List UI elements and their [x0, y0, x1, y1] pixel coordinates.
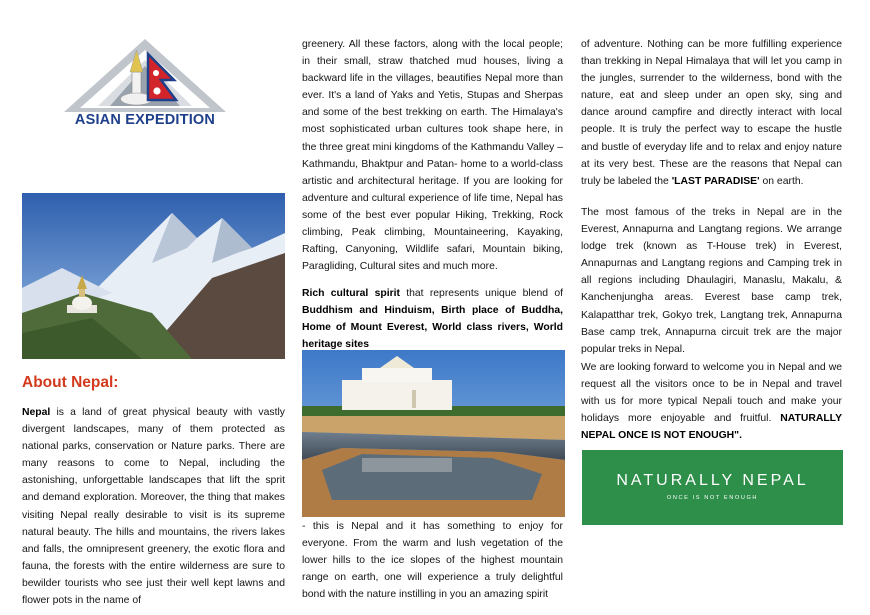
himalaya-stupa-photo — [22, 193, 285, 359]
column3-para1-end: on earth. — [759, 175, 804, 187]
column3-paragraph2 — [581, 204, 842, 358]
about-intro-body: is a land of great physical beauty with vastly divergent landscapes, many of them protected as national parks, conservation or Nature parks. There are many reasons to come to Nepal, including the astonishing, unforgettable landscapes that lift the sprit and demand exploration. Moreover, the thing that makes visiting Nepal really desirable to visit is its supreme natural beauty. The hills and mountains, the rivers lakes and falls, the omnipresent greenery, the exotic flora and fauna, the forests with the entire wilderness are sure to bewilder tourists who see just their well kept lawns and flower pots in the name of — [22, 407, 285, 607]
company-logo — [58, 36, 232, 136]
column3-para1-text: of adventure. Nothing can be more fulfilling experience than trekking in Nepal Himalaya that will let you camp in the jungles, surrender to the wilderness, bond with the nature, eat and sleep under an open sky, sing and dance around campfire and directly interact with local people. It is truly the perfect way to escape the hustle and bustle of everyday life and to relax and enjoy nature at its very best. These are the reasons that Nepal can truly be labeled the — [581, 39, 842, 187]
column3-paragraph1 — [581, 36, 842, 190]
banner-subtitle: ONCE IS NOT ENOUGH — [666, 495, 759, 501]
rich-cultural-paragraph — [302, 285, 563, 353]
column3-paragraph3 — [581, 359, 842, 444]
about-intro-text — [22, 404, 285, 609]
column3-para2-text: The most famous of the treks in Nepal are in the Everest, Annapurna and Langtang regions. We arrange lodge trek (known as T-House trek) in Everest, Annapurnas and Langtang regions and Camping trek in all regions including Dhaulagiri, Manaslu, Makalu, & Kanchenjungha areas. Everest base camp trek, Kalapatthar trek, Gokyo trek, Langtang trek, Annapurna Base camp trek, Annapurna circuit trek are the major popular treks in Nepal. — [581, 207, 842, 355]
column2-para3-text: - this is Nepal and it has something to enjoy for everyone. From the warm and lush vegetation of the lower hills to the ice slopes of the highest mountain range on earth, one will experience a truly delightful bond with the nature instilling in you an amazing spirit — [302, 521, 563, 601]
naturally-nepal-banner — [582, 450, 843, 525]
logo-brand-text: ASIAN EXPEDITION — [74, 112, 216, 128]
banner-title: NATURALLY NEPAL — [616, 472, 809, 489]
about-lead-word: Nepal — [22, 407, 51, 418]
maya-devi-temple-photo — [302, 350, 565, 517]
rich-plain: that represents unique blend of — [399, 288, 563, 299]
naturally-nepal-bold: NATURALLY NEPAL ONCE IS NOT ENOUGH". — [581, 413, 842, 442]
logo-mountain-icon — [58, 36, 232, 116]
column2-paragraph1 — [302, 36, 563, 275]
rich-bold-list: Buddhism and Hinduism, Birth place of Buddha, Home of Mount Everest, World class rivers, World heritage sites — [302, 305, 563, 351]
about-heading: About Nepal: — [22, 374, 119, 391]
last-paradise-text: 'LAST PARADISE' — [671, 175, 760, 187]
column3-para3-text: We are looking forward to welcome you in Nepal and we request all the visitors once to be in Nepal and travel with us for more typical Nepali touch and make your holidays more enjoyable and fruitful. — [581, 362, 842, 425]
column2-para1-text: greenery. All these factors, along with the local people; in their small, straw thatched mud houses, living a backward life in the villages, beautifies Nepal more than ever. It's a land of Yaks and Yetis, Stupas and Sherpas and some of the best trekking on earth. The Himalaya's most sophisticated urban cultures took shape here, in the three great mini kingdoms of the Kathmandu Valley –Kathmandu, Bhaktpur and Patan- home to a world-class artistic and architectural heritage. If you are looking for adventure and cultural experience of life time, Nepal has some of the best ever popular Hiking, Trekking, Rock climbing, Peak climbing, Mountaineering, Kayaking, Rafting, Canyoning, Wildlife safari, Mountain biking, Paragliding, Cultural sites and much more. — [302, 39, 563, 273]
rich-bold: Rich cultural spirit — [302, 288, 400, 299]
column2-paragraph3 — [302, 518, 563, 603]
